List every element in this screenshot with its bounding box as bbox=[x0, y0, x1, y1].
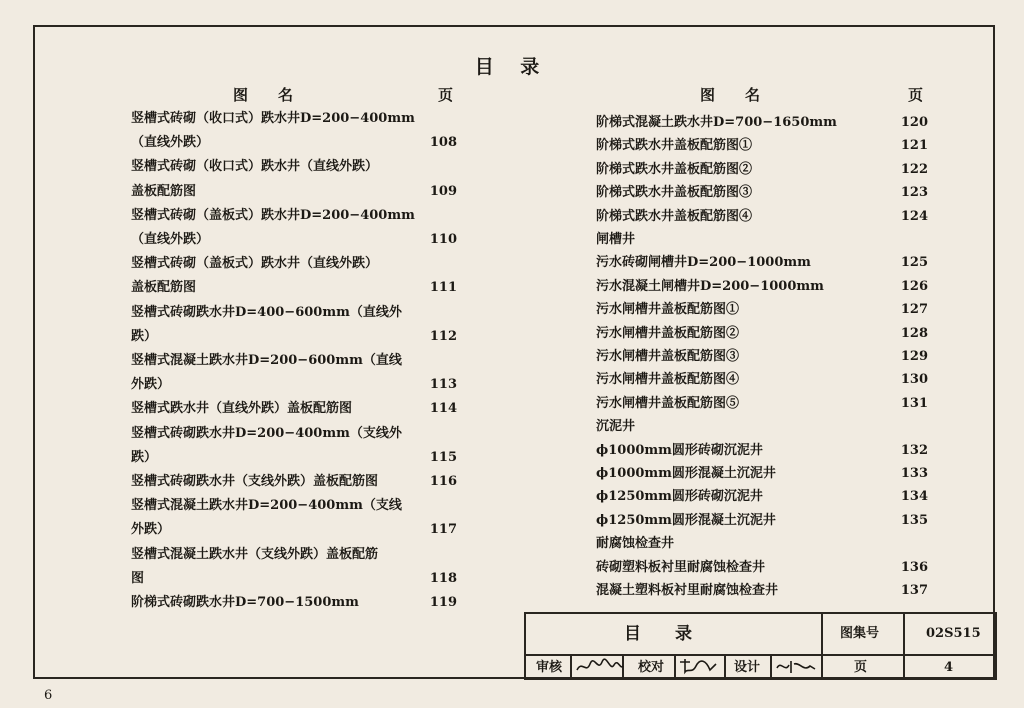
contents-entry-page: 122 bbox=[900, 161, 928, 177]
atlas-number-label: 图集号 bbox=[840, 626, 880, 641]
contents-entry-text: 盖板配筋图 bbox=[131, 280, 197, 296]
reviewer-signature bbox=[574, 656, 626, 676]
page-title: 目 录 bbox=[474, 56, 550, 78]
contents-entry-page: 111 bbox=[429, 280, 457, 296]
contents-entry-page bbox=[417, 108, 457, 130]
contents-entry-page bbox=[417, 156, 457, 178]
contents-entry-text: 沉泥井 bbox=[596, 419, 636, 435]
contents-entry-page: 117 bbox=[429, 522, 457, 538]
contents-entry-page: 115 bbox=[429, 449, 457, 465]
contents-entry-text: 闸槽井 bbox=[596, 232, 636, 247]
contents-entry-text: 污水闸槽井盖板配筋图③ bbox=[596, 349, 740, 364]
contents-entry-text: 竖槽式砖砌（收口式）跌水井D=200−400mm bbox=[131, 111, 415, 126]
contents-entry-page: 113 bbox=[429, 377, 457, 393]
design-label: 设计 bbox=[734, 660, 761, 675]
contents-entry-text: 污水闸槽井盖板配筋图④ bbox=[596, 372, 740, 388]
contents-entry-page: 118 bbox=[429, 570, 457, 586]
contents-entry-page bbox=[888, 416, 928, 438]
contents-entry-text: 阶梯式砖砌跌水井D=700−1500mm bbox=[131, 595, 359, 610]
contents-entry-page: 137 bbox=[900, 583, 928, 598]
contents-entry-page bbox=[417, 544, 457, 566]
contents-entry-page: 109 bbox=[429, 183, 457, 199]
atlas-number-value: 02S515 bbox=[926, 626, 981, 641]
contents-entry-page: 136 bbox=[900, 559, 928, 575]
contents-entry-page: 108 bbox=[429, 135, 457, 151]
contents-entry-text: 污水闸槽井盖板配筋图② bbox=[596, 325, 740, 341]
title-block bbox=[524, 612, 997, 680]
contents-entry-page: 119 bbox=[429, 595, 457, 610]
contents-entry-page: 110 bbox=[429, 232, 457, 247]
contents-entry-text: 竖槽式跌水井（直线外跌）盖板配筋图 bbox=[131, 401, 353, 417]
contents-entry-text: 污水砖砌闸槽井D=200−1000mm bbox=[596, 255, 811, 271]
contents-entry-page bbox=[417, 253, 457, 275]
contents-entry-page bbox=[417, 350, 457, 372]
contents-entry-page: 124 bbox=[900, 208, 928, 224]
contents-entry-page: 114 bbox=[429, 401, 457, 417]
contents-entry-page: 128 bbox=[900, 325, 928, 341]
contents-entry-text: 竖槽式砖砌跌水井（支线外跌）盖板配筋图 bbox=[131, 474, 379, 489]
contents-entry-text: 跌） bbox=[131, 328, 158, 344]
contents-entry-text: 混凝土塑料板衬里耐腐蚀检查井 bbox=[596, 583, 779, 598]
contents-entry-text: 阶梯式混凝土跌水井D=700−1650mm bbox=[596, 115, 837, 130]
contents-entry-page: 134 bbox=[900, 489, 928, 505]
right-column-name-header: 图 名 bbox=[700, 86, 761, 104]
contents-entry-text: 竖槽式混凝土跌水井D=200−400mm（支线 bbox=[131, 498, 402, 514]
contents-entry-text: 耐腐蚀检查井 bbox=[596, 536, 675, 552]
checker-signature bbox=[676, 656, 720, 676]
contents-entry-text: 外跌） bbox=[131, 522, 171, 538]
contents-entry-page: 127 bbox=[900, 302, 928, 318]
contents-entry-page: 121 bbox=[900, 138, 928, 154]
contents-entry-text: 跌） bbox=[131, 449, 158, 465]
contents-entry-text: ϕ1250mm圆形砖砌沉泥井 bbox=[596, 489, 763, 505]
contents-entry-page bbox=[888, 229, 928, 251]
contents-entry-text: 图 bbox=[131, 570, 145, 586]
contents-entry-text: 阶梯式跌水井盖板配筋图④ bbox=[596, 208, 753, 224]
contents-entry-text: 竖槽式砖砌（盖板式）跌水井（直线外跌） bbox=[131, 256, 379, 272]
contents-entry-page bbox=[888, 533, 928, 555]
page-value: 4 bbox=[944, 660, 954, 675]
left-column-name-header: 图 名 bbox=[233, 86, 294, 104]
contents-entry-text: （直线外跌） bbox=[131, 135, 210, 151]
contents-entry-text: 竖槽式砖砌跌水井D=200−400mm（支线外 bbox=[131, 425, 402, 441]
contents-entry-page: 135 bbox=[900, 512, 928, 528]
contents-entry-page bbox=[417, 495, 457, 517]
page-number: 6 bbox=[44, 688, 53, 703]
contents-entry-text: ϕ1000mm圆形混凝土沉泥井 bbox=[596, 466, 776, 481]
contents-entry-page: 120 bbox=[900, 115, 928, 130]
contents-entry-text: 污水闸槽井盖板配筋图⑤ bbox=[596, 395, 740, 411]
contents-entry-page: 123 bbox=[900, 185, 928, 201]
review-label: 审核 bbox=[536, 660, 563, 675]
contents-entry-page: 112 bbox=[429, 328, 457, 344]
contents-entry-page bbox=[417, 423, 457, 445]
contents-entry-page: 131 bbox=[900, 395, 928, 411]
contents-entry-text: 污水闸槽井盖板配筋图① bbox=[596, 302, 740, 318]
contents-entry-text: 盖板配筋图 bbox=[131, 183, 197, 199]
contents-entry-text: 竖槽式砖砌（盖板式）跌水井D=200−400mm bbox=[131, 207, 415, 223]
contents-entry-text: 污水混凝土闸槽井D=200−1000mm bbox=[596, 278, 824, 294]
contents-entry-page bbox=[417, 205, 457, 227]
contents-entry-text: 竖槽式砖砌（收口式）跌水井（直线外跌） bbox=[131, 159, 379, 175]
contents-entry-page: 126 bbox=[900, 278, 928, 294]
contents-entry-text: 竖槽式混凝土跌水井D=200−600mm（直线 bbox=[131, 353, 402, 368]
contents-entry-text: ϕ1250mm圆形混凝土沉泥井 bbox=[596, 512, 776, 528]
contents-entry-text: 外跌） bbox=[131, 377, 171, 393]
contents-entry-text: 阶梯式跌水井盖板配筋图③ bbox=[596, 185, 753, 201]
contents-entry-page bbox=[417, 302, 457, 324]
contents-entry-page: 116 bbox=[429, 474, 457, 489]
page-label: 页 bbox=[854, 660, 868, 675]
contents-entry-text: 竖槽式混凝土跌水井（支线外跌）盖板配筋 bbox=[131, 546, 379, 562]
contents-entry-page: 133 bbox=[900, 466, 928, 481]
contents-entry-text: ϕ1000mm圆形砖砌沉泥井 bbox=[596, 442, 763, 458]
contents-entry-text: 砖砌塑料板衬里耐腐蚀检查井 bbox=[596, 559, 766, 575]
contents-entry-text: 阶梯式跌水井盖板配筋图② bbox=[596, 161, 753, 177]
contents-entry-page: 132 bbox=[900, 442, 928, 458]
contents-entry-page: 129 bbox=[900, 349, 928, 364]
check-label: 校对 bbox=[638, 660, 665, 675]
contents-entry-text: 阶梯式跌水井盖板配筋图① bbox=[596, 138, 753, 154]
left-column-page-header: 页 bbox=[438, 86, 454, 104]
contents-entry-text: 竖槽式砖砌跌水井D=400−600mm（直线外 bbox=[131, 304, 402, 320]
contents-entry-page: 130 bbox=[900, 372, 928, 388]
contents-entry-text: （直线外跌） bbox=[131, 232, 210, 247]
designer-signature bbox=[774, 656, 818, 676]
right-column-page-header: 页 bbox=[908, 86, 924, 104]
contents-entry-page: 125 bbox=[900, 255, 928, 271]
title-block-title: 目 录 bbox=[624, 624, 692, 644]
